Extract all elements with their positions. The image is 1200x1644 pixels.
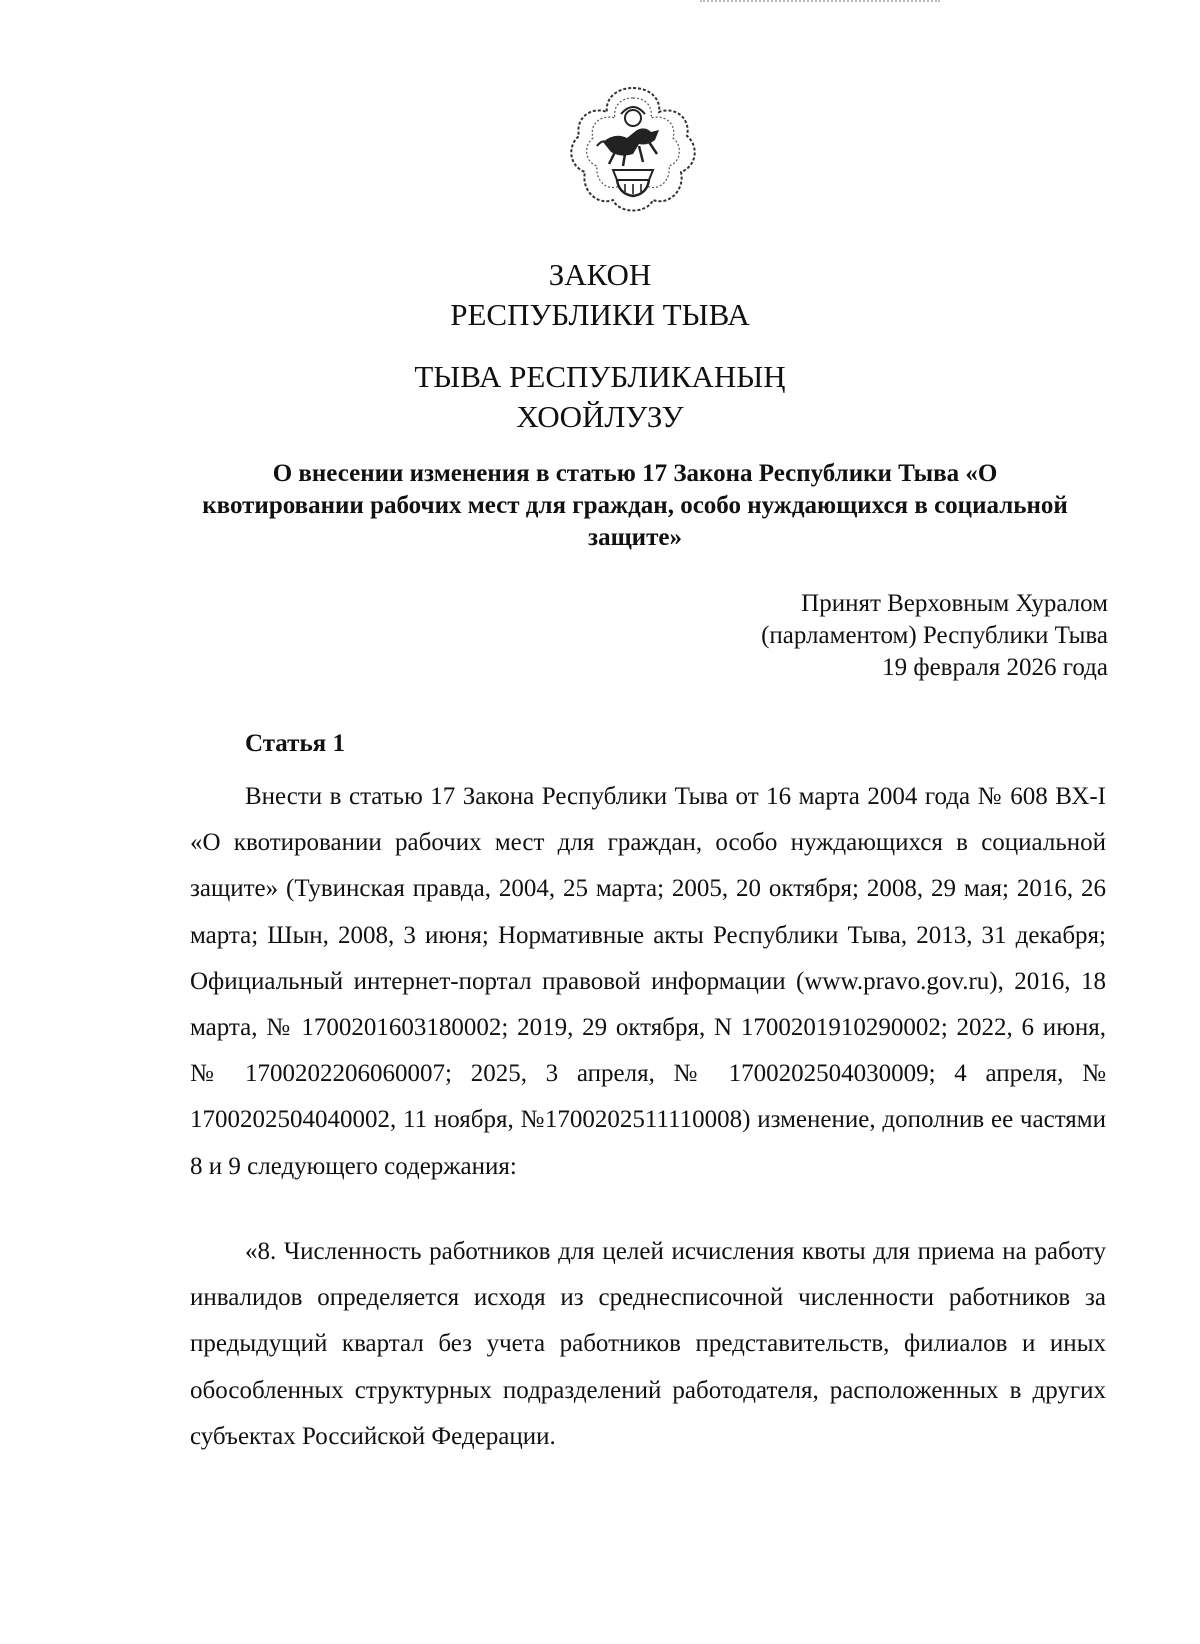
adoption-line2: (парламентом) Республики Тыва: [761, 622, 1108, 649]
article-heading: Статья 1: [245, 730, 345, 757]
adoption-note: [761, 588, 1108, 684]
law-title-tuvan-line2: ХООЙЛУЗУ: [516, 399, 684, 434]
law-subject-heading: О внесении изменения в статью 17 Закона Республики Тыва «О квотировании рабочих мест для граждан, особо нуждающихся в социальной защите»: [202, 460, 1068, 551]
law-title-line2: РЕСПУБЛИКИ ТЫВА: [450, 297, 750, 332]
adoption-date: 19 февраля 2026 года: [882, 654, 1108, 681]
law-title-line1: ЗАКОН: [548, 257, 652, 292]
article-paragraph-1: Внести в статью 17 Закона Республики Тыва от 16 марта 2004 года № 608 ВХ-I «О квотировании рабочих мест для граждан, особо нуждающихся в социальной защите» (Тувинская правда, 2004, 25 марта; 2005, 20 октября; 2008, 29 мая; 2016, 26 марта; Шын, 2008, 3 июня; Нормативные акты Республики Тыва, 2013, 31 декабря; Официальный интернет-портал правовой информации (www.pravo.gov.ru), 2016, 18 марта, № 1700201603180002; 2019, 29 октября, N 1700201910290002; 2022, 6 июня, № 1700202206060007; 2025, 3 апреля, № 1700202504030009; 4 апреля, № 1700202504040002, 11 ноября, №1700202511110008) изменение, дополнив ее частями 8 и 9 следующего содержания:: [190, 783, 1106, 1180]
law-title-tuvan: [0, 357, 1200, 437]
scan-artifact: [700, 0, 940, 6]
emblem-icon: [563, 80, 703, 220]
coat-of-arms-emblem: [563, 80, 703, 220]
adoption-line1: Принят Верховным Хуралом: [801, 590, 1108, 617]
law-title-tuvan-line1: ТЫВА РЕСПУБЛИКАНЫҢ: [414, 359, 786, 394]
article-paragraph-2: «8. Численность работников для целей исчисления квоты для приема на работу инвалидов определяется исходя из среднесписочной численности работников за предыдущий квартал без учета работников представительств, филиалов и иных обособленных структурных подразделений работодателя, расположенных в других субъектах Российской Федерации.: [190, 1238, 1106, 1450]
law-title-russian: [0, 255, 1200, 335]
